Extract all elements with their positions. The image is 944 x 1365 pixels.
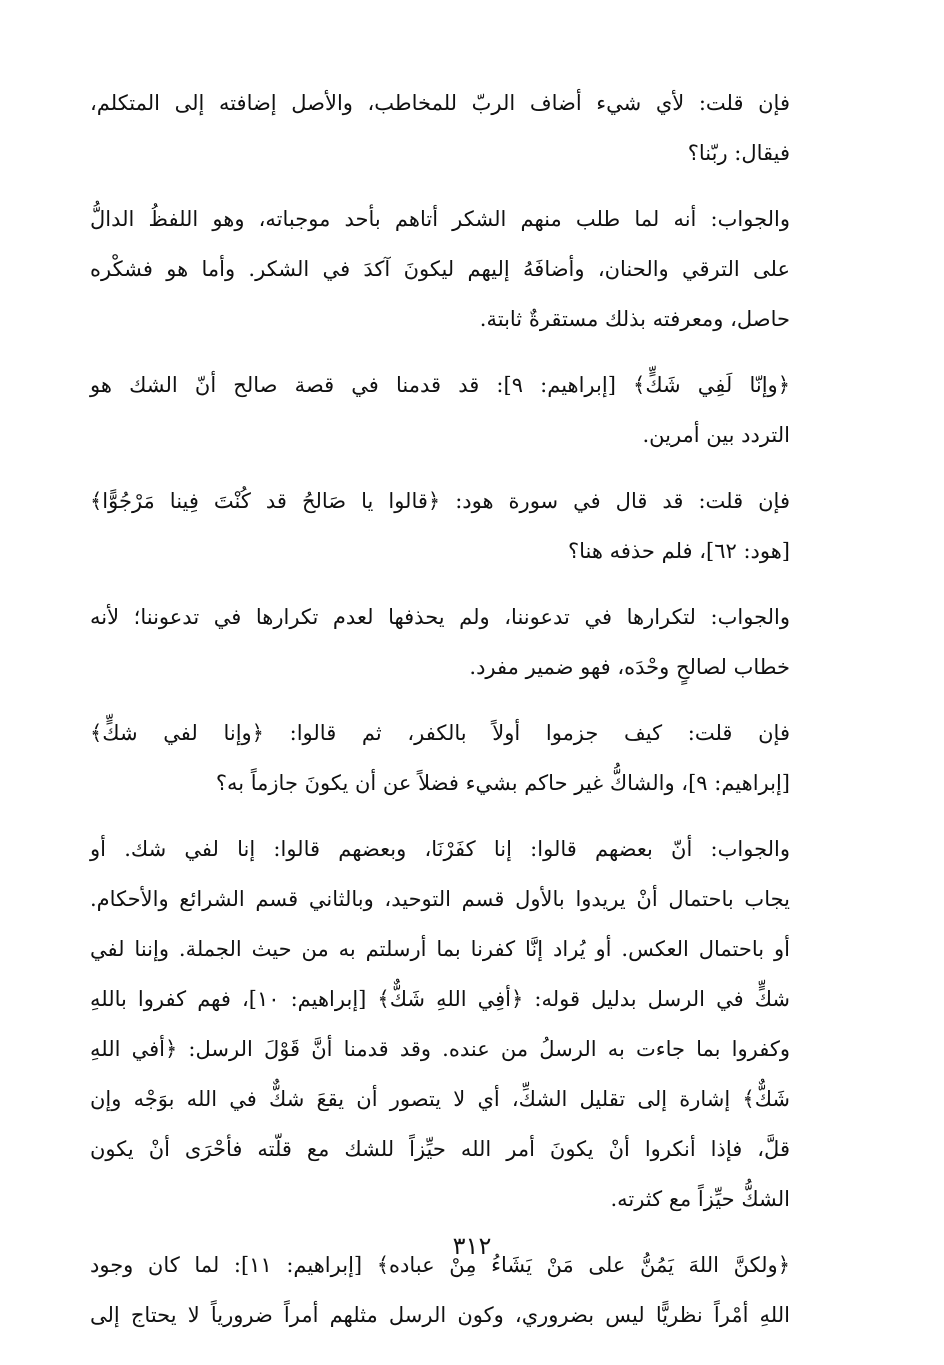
text-line: ﴿ولكنَّ اللهَ يَمُنُّ على مَنْ يَشَاءُ مِنْ عباده﴾ [إبراهيم: ١١]: لما كان وجود: [90, 1253, 791, 1277]
text-line: أو باحتمال العكس. أو يُراد إنَّا كفرنا بما أرسلتم به من حيث الجملة. وإننا لفي: [90, 937, 790, 961]
text-line: فإن قلت: لأي شيء أضاف الربّ للمخاطب، والأصل إضافته إلى المتكلم،: [90, 91, 790, 115]
text-line: والجواب: لتكرارها في تدعوننا، ولم يحذفها لعدم تكرارها في تدعوننا؛ لأنه: [90, 605, 790, 629]
text-line: فيقال: ربّنا؟: [687, 141, 790, 165]
paragraph-question-jazm: [90, 708, 790, 808]
text-line: خطاب لصالحٍ وحْدَه، فهو ضمير مفرد.: [469, 655, 790, 679]
text-line: والجواب: أنه لما طلب منهم الشكر أتاهم بأحد موجباته، وهو اللفظُ الدالُّ: [90, 207, 790, 231]
paragraph-answer-shukr: [90, 194, 790, 344]
text-line: ﴿وإنّا لَفِي شَكٍّ﴾ [إبراهيم: ٩]: قد قدمنا في قصة صالح أنّ الشك هو: [90, 373, 791, 397]
paragraph-verse-shakk: [90, 360, 790, 460]
text-line: التردد بين أمرين.: [642, 423, 790, 447]
text-line: [إبراهيم: ٩]، والشاكُّ غير حاكم بشيء فضلاً عن أن يكونَ جازماً به؟: [215, 771, 790, 795]
text-line: على الترقي والحنان، وأضافَهُ إليهم ليكونَ آكدَ في الشكر. وأما هو فشكْره: [90, 257, 790, 281]
text-line: قلَّ، فإذا أنكروا أنْ يكونَ أمر الله حيِّزاً للشك مع قلّته فأحْرَى أنْ يكون: [90, 1137, 790, 1161]
text-line: والجواب: أنّ بعضهم قالوا: إنا كفَرْنَا، وبعضهم قالوا: إنا لفي شك. أو: [90, 837, 790, 861]
text-line: فإن قلت: قد قال في سورة هود: ﴿قالوا يا صَالحُ قد كُنْتَ فِينا مَرْجُوًّا﴾: [90, 489, 790, 513]
text-line: فإن قلت: كيف جزموا أولاً بالكفر، ثم قالوا: ﴿وإنا لفي شكٍّ﴾: [90, 721, 790, 745]
text-line: شَكٌّ﴾ إشارة إلى تقليل الشكِّ، أي لا يتصور أن يقعَ شكٌّ في الله بوَجْه وإن: [90, 1087, 790, 1111]
text-line: يجاب باحتمال أنْ يريدوا بالأول قسم التوحيد، وبالثاني قسم الشرائع والأحكام.: [90, 887, 790, 911]
text-line: شكٍّ في الرسل بدليل قوله: ﴿أفِي اللهِ شَكٌّ﴾ [إبراهيم: ١٠]، فهم كفروا باللهِ: [90, 987, 790, 1011]
text-line: الشكُّ حيِّزاً مع كثرته.: [610, 1187, 790, 1211]
text-line: [هود: ٦٢]، فلم حذفه هنا؟: [567, 539, 790, 563]
page-body: [90, 78, 790, 1356]
page-number: ٣١٢: [452, 1232, 492, 1260]
paragraph-question-rabbana: [90, 78, 790, 178]
text-line: وكفروا بما جاءت به الرسلُ من عنده. وقد قدمنا أنَّ قَوْلَ الرسل: ﴿أفي اللهِ: [90, 1037, 790, 1061]
text-line: اللهِ أمْراً نظريًّا ليس بضروري، وكون الرسل مثلهم أمراً ضرورياً لا يحتاج إلى: [90, 1303, 790, 1327]
paragraph-answer-tadounana: [90, 592, 790, 692]
paragraph-question-hud: [90, 476, 790, 576]
text-line: حاصل، ومعرفته بذلك مستقرةٌ ثابتة.: [479, 307, 790, 331]
paragraph-answer-badhuhum: [90, 824, 790, 1224]
